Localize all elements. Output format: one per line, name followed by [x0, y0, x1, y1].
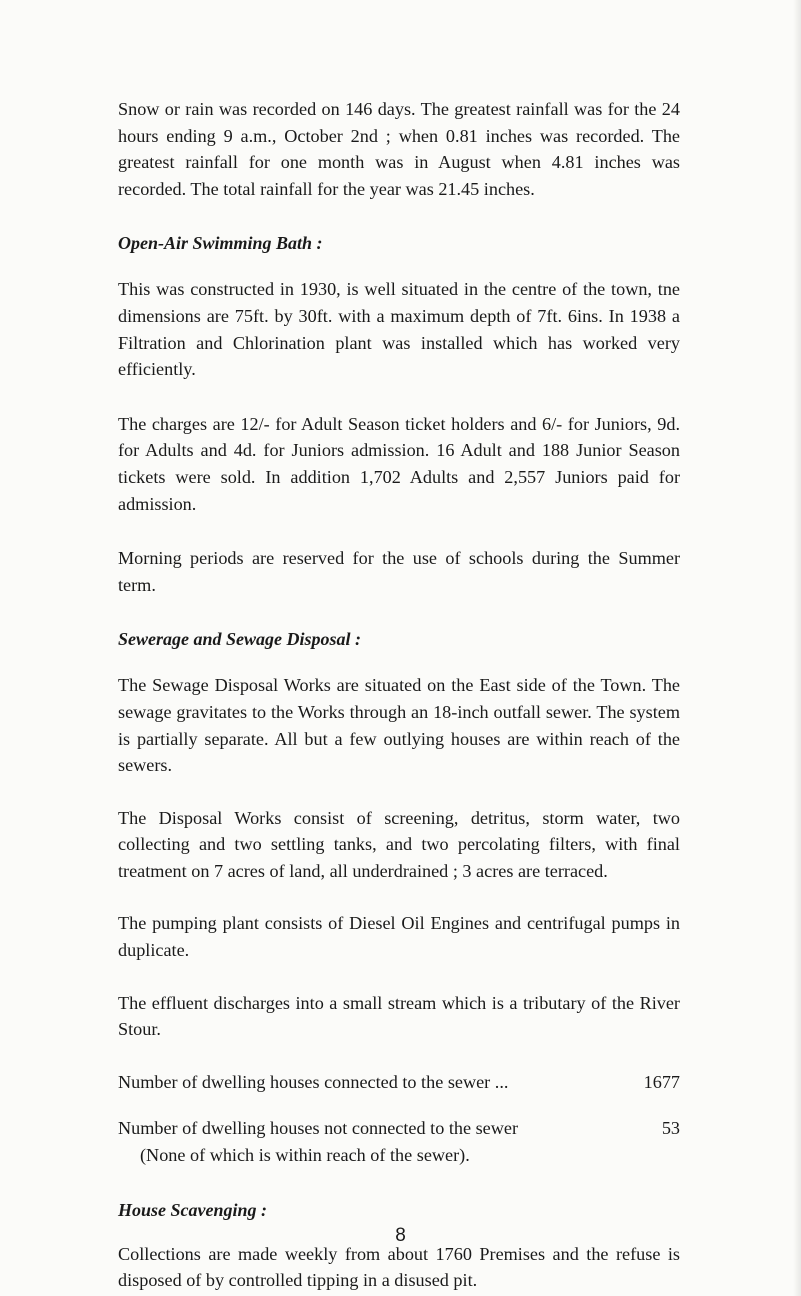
pumping-plant-paragraph: The pumping plant consists of Diesel Oil Engines and centrifugal pumps in duplicate.	[118, 913, 680, 961]
scan-edge-shadow	[793, 0, 801, 1296]
swimming-bath-charges-paragraph: The charges are 12/- for Adult Season ticket holders and 6/- for Juniors, 9d. for Adults and 4d. for Juniors admission. 16 Adult and 188 Junior Season tickets were sold. In addition 1,702 Adults and 2,557 Juniors paid for admission.	[118, 413, 680, 514]
document-page	[118, 70, 680, 1294]
houses-not-connected-row	[118, 1115, 680, 1142]
houses-not-connected-note: (None of which is within reach of the sewer).	[140, 1145, 470, 1166]
effluent-paragraph: The effluent discharges into a small stream which is a tributary of the River Stour.	[118, 992, 680, 1040]
house-scavenging-paragraph: Collections are made weekly from about 1760 Premises and the refuse is disposed of by controlled tipping in a disused pit.	[118, 1243, 680, 1291]
rainfall-paragraph: Snow or rain was recorded on 146 days. The greatest rainfall was for the 24 hours ending 9 a.m., October 2nd ; when 0.81 inches was recorded. The greatest rainfall for one month was in August when 4.81 inches was recorded. The total rainfall for the year was 21.45 inches.	[118, 99, 680, 199]
house-scavenging-heading: House Scavenging :	[118, 1199, 268, 1220]
houses-connected-value: 1677	[643, 1071, 680, 1092]
houses-connected-label: Number of dwelling houses connected to the sewer ...	[118, 1071, 509, 1092]
swimming-bath-heading: Open-Air Swimming Bath :	[118, 233, 323, 254]
swimming-bath-schools-paragraph: Morning periods are reserved for the use of schools during the Summer term.	[118, 548, 680, 595]
houses-connected-row	[118, 1069, 680, 1096]
houses-not-connected-label: Number of dwelling houses not connected to the sewer	[118, 1118, 519, 1139]
disposal-works-paragraph: The Disposal Works consist of screening, detritus, storm water, two collecting and two settling tanks, and two percolating filters, with final treatment on 7 acres of land, all underdrained ; 3 acres are terraced.	[118, 807, 680, 881]
houses-not-connected-value: 53	[661, 1118, 680, 1139]
swimming-bath-construction-paragraph: This was constructed in 1930, is well situated in the centre of the town, tne dimensions are 75ft. by 30ft. with a maximum depth of 7ft. 6ins. In 1938 a Filtration and Chlorination plant was installed which has worked very efficiently.	[118, 279, 680, 380]
sewerage-heading: Sewerage and Sewage Disposal :	[118, 629, 361, 650]
sewage-works-paragraph: The Sewage Disposal Works are situated on the East side of the Town. The sewage gravitates to the Works through an 18-inch outfall sewer. The system is partially separate. All but a few outlying houses are within reach of the sewers.	[118, 675, 680, 776]
page-number: 8	[395, 1225, 406, 1246]
